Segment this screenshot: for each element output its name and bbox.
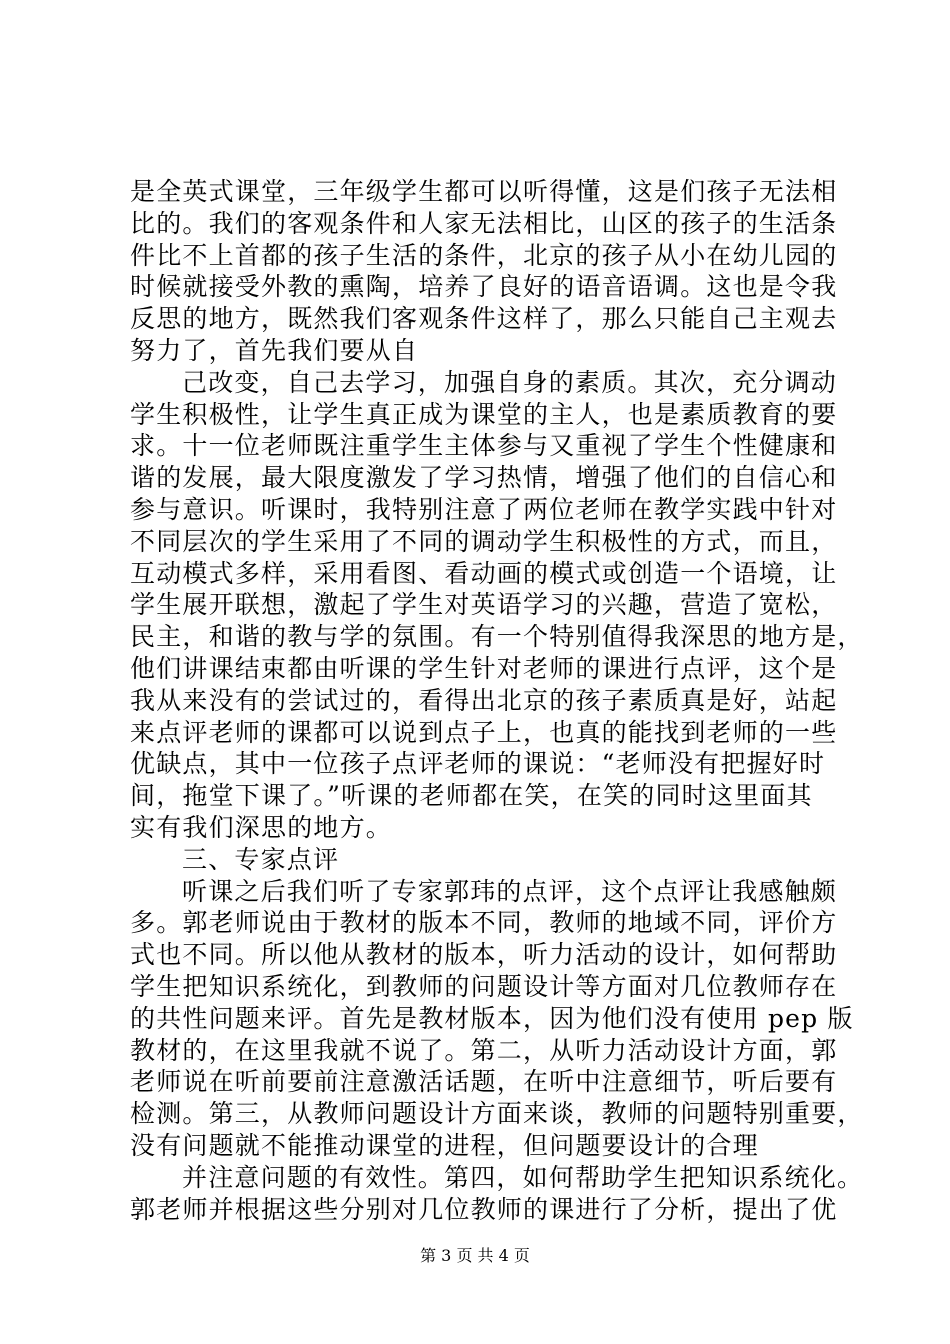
text-line: 并注意问题的有效性。第四，如何帮助学生把知识系统化。 [182,1162,864,1192]
text-line: 努力了，首先我们要从自 [130,335,419,365]
text-line: 多。郭老师说由于教材的版本不同，教师的地域不同，评价方 [130,908,838,938]
text-line: 三、专家点评 [182,844,340,874]
body-text [130,176,864,1225]
text-line: 互动模式多样，采用看图、看动画的模式或创造一个语境，让 [130,558,838,588]
text-line: 没有问题就不能推动课堂的进程，但问题要设计的合理 [130,1130,759,1160]
text-line: 时候就接受外教的熏陶，培养了良好的语音语调。这也是令我 [130,272,838,302]
text-line: 检测。第三，从教师问题设计方面来谈，教师的问题特别重要， [130,1099,864,1129]
text-line: 听课之后我们听了专家郭玮的点评，这个点评让我感触颇 [182,876,838,906]
text-line: 求。十一位老师既注重学生主体参与又重视了学生个性健康和 [130,431,838,461]
text-line: 实有我们深思的地方。 [130,812,393,842]
text-line: 来点评老师的课都可以说到点子上，也真的能找到老师的一些 [130,717,838,747]
text-line: 教材的，在这里我就不说了。第二，从听力活动设计方面，郭 [130,1035,838,1065]
text-line: 反思的地方，既然我们客观条件这样了，那么只能自己主观去 [130,304,838,334]
text-line: 老师说在听前要前注意激活话题，在听中注意细节，听后要有 [130,1067,838,1097]
text-line: 优缺点，其中一位孩子点评老师的课说：“老师没有把握好时 [130,749,826,779]
text-line: 学生展开联想，激起了学生对英语学习的兴趣，营造了宽松， [130,590,838,620]
text-line: 民主，和谐的教与学的氛围。有一个特别值得我深思的地方是， [130,622,864,652]
text-line: 学生把知识系统化，到教师的问题设计等方面对几位教师存在 [130,971,838,1001]
text-line: 不同层次的学生采用了不同的调动学生积极性的方式，而且， [130,526,838,556]
text-line: 郭老师并根据这些分别对几位教师的课进行了分析，提出了优 [130,1194,838,1224]
text-line: 己改变，自己去学习，加强自身的素质。其次，充分调动 [182,367,838,397]
text-line: 我从来没有的尝试过的，看得出北京的孩子素质真是好，站起 [130,685,838,715]
text-line: 式也不同。所以他从教材的版本，听力活动的设计，如何帮助 [130,940,838,970]
text-line: 间，拖堂下课了。”听课的老师都在笑，在笑的同时这里面其 [130,781,813,811]
text-line: 比的。我们的客观条件和人家无法相比，山区的孩子的生活条 [130,208,838,238]
text-line: 他们讲课结束都由听课的学生针对老师的课进行点评，这个是 [130,653,838,683]
text-line: 学生积极性，让学生真正成为课堂的主人，也是素质教育的要 [130,399,838,429]
text-line: 的共性问题来评。首先是教材版本，因为他们没有使用 pep 版 [130,1003,854,1033]
text-line: 参与意识。听课时，我特别注意了两位老师在教学实践中针对 [130,494,838,524]
text-line: 谐的发展，最大限度激发了学习热情，增强了他们的自信心和 [130,463,838,493]
text-line: 件比不上首都的孩子生活的条件，北京的孩子从小在幼儿园的 [130,240,838,270]
page-footer: 第 3 页 共 4 页 [420,1246,530,1265]
text-line: 是全英式课堂，三年级学生都可以听得懂，这是们孩子无法相 [130,177,838,206]
